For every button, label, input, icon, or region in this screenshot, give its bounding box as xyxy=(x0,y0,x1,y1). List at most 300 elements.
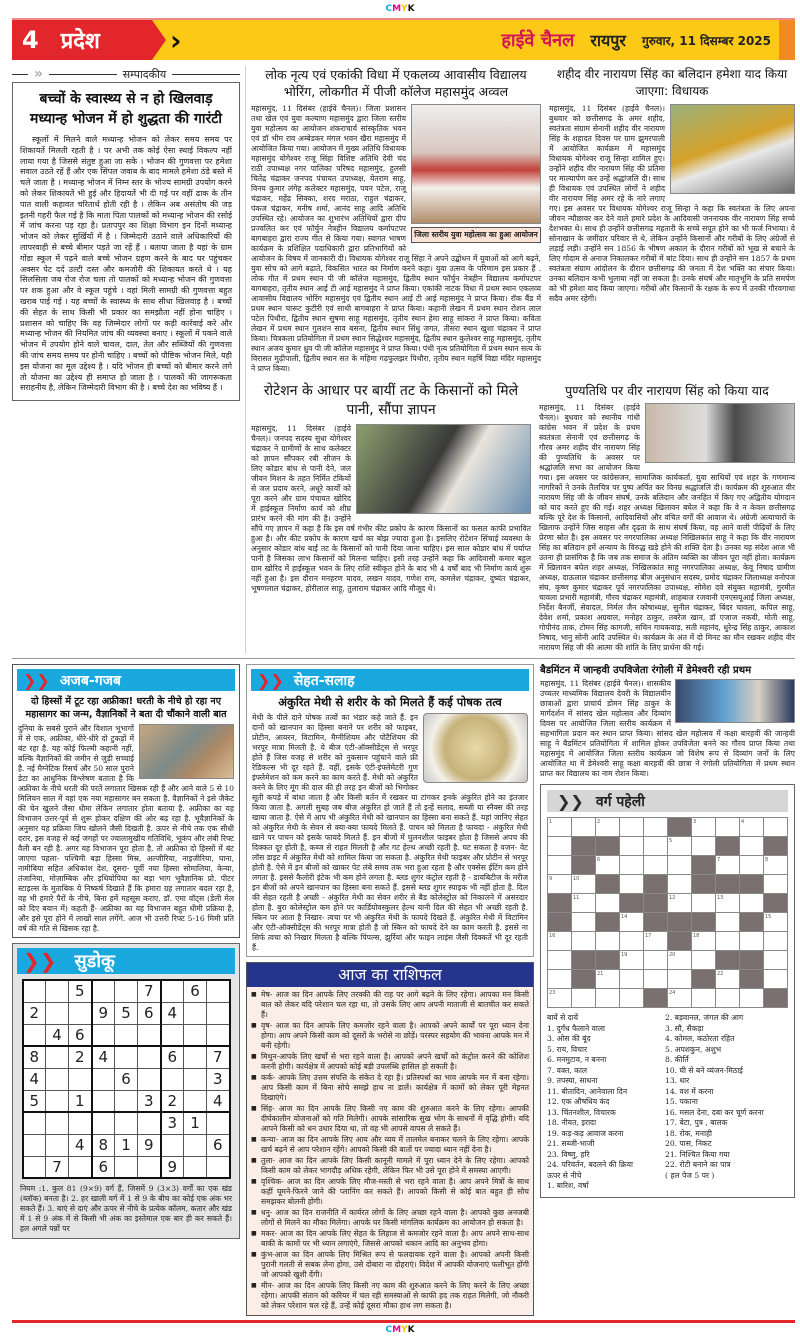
crossword-cell[interactable]: 10 xyxy=(572,875,596,894)
sudoku-cell[interactable] xyxy=(161,980,184,1002)
sudoku-cell[interactable]: 6 xyxy=(161,1046,184,1068)
rashifal-item: ■ कुंभ-आज का दिन आपके लिए मिश्रित रूप से फलदायक रहने वाला है। आपको अपनी किसी पुरानी गलती से सबक लेना होगा, उसे दोबारा ना दोहराएं। विदेश में आपकी योजनाएं फलीभूत होंगी जो आपको खुशी देंगी। xyxy=(251,1250,529,1280)
sudoku-cell[interactable] xyxy=(46,980,69,1002)
crossword-cell[interactable] xyxy=(572,989,596,1008)
crossword-cell[interactable] xyxy=(764,970,788,989)
crossword-cell[interactable] xyxy=(668,856,692,875)
section-title: प्रदेश xyxy=(60,29,100,54)
sudoku-cell[interactable] xyxy=(184,1046,207,1068)
crossword-section xyxy=(540,784,795,1198)
folk-headline: लोक नृत्य एवं एकांकी विधा में एकलव्य आवासीय विद्यालय भोरिंग, लोकगीत में पीजी कॉलेज महासमुंद अव्वल xyxy=(265,67,527,99)
crossword-clue: 4. कोमल, कठोरता रहित xyxy=(665,1034,735,1043)
crossword-clue: 22. रोटी बनाने का पात्र xyxy=(665,1160,731,1169)
crossword-cell[interactable] xyxy=(548,856,572,875)
chevron-icon: ❯❯ xyxy=(557,791,584,811)
sudoku-cell[interactable] xyxy=(46,1002,69,1024)
crossword-clue: 1. बारिश, वर्षा xyxy=(547,1181,589,1190)
crossword-black-cell xyxy=(740,875,764,894)
crossword-cell[interactable]: 7 xyxy=(716,856,740,875)
crossword-clue: 23. विष्णु, हरि xyxy=(547,1149,590,1159)
sudoku-cell[interactable] xyxy=(92,1112,115,1134)
sudoku-grid xyxy=(22,979,231,1179)
crossword-cell[interactable] xyxy=(644,951,668,970)
crossword-cell[interactable] xyxy=(740,989,764,1008)
crossword-clue: 17. बेटा, पुत्र , बालक xyxy=(665,1118,728,1127)
crossword-cell[interactable] xyxy=(668,970,692,989)
crossword-black-cell xyxy=(716,837,740,856)
chevron-icon: ❯❯ xyxy=(23,949,57,973)
header-edge-strip xyxy=(779,20,795,60)
crossword-cell[interactable] xyxy=(620,837,644,856)
crossword-cell[interactable] xyxy=(692,989,716,1008)
crossword-band xyxy=(547,790,788,812)
crossword-cell[interactable]: 12 xyxy=(668,894,692,913)
sudoku-cell[interactable] xyxy=(23,1156,46,1178)
crossword-black-cell xyxy=(716,875,740,894)
rashifal-item: ■ मिथुन-आपके लिए खर्चों से भरा रहने वाला है। आपको अपने खर्चों को कंट्रोल करने की कोशिश करनी होगी। कार्यक्षेत्र में आपको कोई बड़ी उपलब्धि हासिल हो सकती है। xyxy=(251,1052,529,1072)
crossword-black-cell xyxy=(716,951,740,970)
crossword-clue: 6. मनमुटाव, न बनना xyxy=(547,1055,607,1064)
crossword-row xyxy=(548,875,788,894)
edition-date: गुरुवार, 11 दिसम्बर 2025 xyxy=(641,33,771,48)
sprouts-photo xyxy=(423,713,528,783)
sudoku-cell[interactable]: 9 xyxy=(92,1002,115,1024)
cmyk-registration-mark: CMYK xyxy=(385,1325,415,1335)
crossword-black-cell xyxy=(764,894,788,913)
crossword-cell[interactable] xyxy=(596,894,620,913)
sudoku-cell[interactable] xyxy=(23,1024,46,1046)
crossword-cell[interactable] xyxy=(572,913,596,932)
crossword-cell[interactable] xyxy=(764,932,788,951)
sudoku-row xyxy=(23,1068,230,1090)
page-number: 4 xyxy=(22,26,39,54)
editorial-section xyxy=(12,66,240,401)
crossword-grid xyxy=(547,817,788,1008)
crossword-clue: 2. बड़वानल, जंगल की आग xyxy=(665,1013,744,1022)
sudoku-cell[interactable] xyxy=(161,1068,184,1090)
crossword-clue: 20. पास, निकट xyxy=(665,1139,712,1148)
editorial-headline: बच्चों के स्वास्थ्य से न हो खिलवाड़ मध्यान्ह भोजन में हो शुद्धता की गारंटी xyxy=(30,91,222,127)
sudoku-cell[interactable]: 8 xyxy=(23,1046,46,1068)
crossword-cell[interactable]: 14 xyxy=(620,913,644,932)
crossword-cell[interactable] xyxy=(740,837,764,856)
sudoku-cell[interactable] xyxy=(46,1046,69,1068)
crossword-clue: 7. वक्त, काल xyxy=(547,1065,588,1075)
crossword-black-cell xyxy=(764,837,788,856)
crossword-clue: 13. चिंतनशील, विचारक xyxy=(547,1107,616,1117)
crossword-cell[interactable] xyxy=(620,970,644,989)
crossword-cell[interactable] xyxy=(644,818,668,837)
cmyk-registration-mark: CMYK xyxy=(385,4,415,14)
chevron-icon: » xyxy=(34,66,44,82)
crossword-cell[interactable]: 4 xyxy=(740,818,764,837)
crossword-black-cell xyxy=(668,913,692,932)
sudoku-cell[interactable]: 8 xyxy=(92,1134,115,1156)
crossword-cell[interactable]: 16 xyxy=(548,932,572,951)
rotation-body: महासमुंद, 11 दिसंबर (हाईवे चैनल)। जनपद सदस्य सुधा योगेश्वर चंद्राकर ने ग्रामीणों के साथ कलेक्टर को ज्ञापन सौंपकर रबी सीजन के लिए कोडार बांध से पानी देने, जल जीवन मिशन के तहत निर्मित टंकियों से जल प्रदाय करने, अधूरे कार्यों को पूरा करने और ग्राम पंचायत खोरिद में हाईस्कूल निर्माण कार्य को शीघ्र प्रारंभ करने की मांग की है। उन्होंने सौंपे गए ज्ञापन में कहा है कि इस वर्ष गंभीर कीट प्रकोप के कारण किसानों का फसल काफी प्रभावित हुआ है। और कीट प्रकोप के कारण खर्च का बोझ ज्यादा हुआ है। इसलिए रोटेशन सिंचाई व्यवस्था के अनुसार कोडार बांध बाईं तट के किसानों को पानी दिया जाना चाहिए। इस साल कोडार बांध में पर्याप्त पानी है जिसका लाभ किसानों को मिलना चाहिए। इसी तरह उन्होंने कहा कि आदिवासी कमार बहुल ग्राम खोरिद में हाईस्कूल भवन के लिए राशि स्वीकृत होने के बाद भी 4 वर्षों बाद भी निर्माण कार्य शुरू नहीं हुआ है। इस दौरान मनहरण यादव, लखन यादव, गणेश राम, कमलेश चंद्राकर, दुष्यंत चंद्राकर, भूषणलाल चंद्राकर, होरीलाल साहू, तुलाराम चंद्राकर आदि मौजूद थे। xyxy=(251,424,531,593)
crossword-cell[interactable] xyxy=(764,818,788,837)
crossword-cell[interactable] xyxy=(548,837,572,856)
sudoku-cell[interactable]: 3 xyxy=(207,1068,230,1090)
crossword-cell[interactable] xyxy=(716,989,740,1008)
sudoku-cell[interactable] xyxy=(23,980,46,1002)
rotation-photo xyxy=(356,424,531,514)
crossword-clue: 5. अपशकुन, अशुभ xyxy=(665,1044,722,1054)
crossword-cell[interactable]: 21 xyxy=(596,970,620,989)
sudoku-cell[interactable] xyxy=(92,980,115,1002)
crossword-cell[interactable] xyxy=(644,970,668,989)
crossword-black-cell xyxy=(740,970,764,989)
crossword-clue: 21. निश्चित किया गया xyxy=(665,1149,730,1159)
editorial-label: सम्पादकीय xyxy=(122,67,167,81)
crossword-cell[interactable]: 6 xyxy=(596,856,620,875)
edition-city: रायपुर xyxy=(590,31,626,50)
rashifal-section xyxy=(246,962,534,1316)
sudoku-cell[interactable] xyxy=(161,1134,184,1156)
crossword-cell[interactable]: 11 xyxy=(572,894,596,913)
sudoku-cell[interactable] xyxy=(23,1134,46,1156)
crossword-cell[interactable]: 8 xyxy=(764,856,788,875)
crossword-cell[interactable] xyxy=(572,932,596,951)
across-title: बायें से दायें xyxy=(547,1013,579,1022)
crossword-cell[interactable] xyxy=(620,932,644,951)
sudoku-cell[interactable]: 2 xyxy=(161,1090,184,1112)
crossword-clue: 18. नीयत, इरादा xyxy=(547,1118,597,1127)
crossword-row xyxy=(548,894,788,913)
page-header xyxy=(12,18,795,60)
crossword-cell[interactable] xyxy=(692,894,716,913)
crossword-row xyxy=(548,989,788,1008)
header-section-block xyxy=(12,20,152,60)
crossword-black-cell xyxy=(572,837,596,856)
crossword-clue: 9. तपस्या, साधना xyxy=(547,1076,598,1085)
crossword-cell[interactable] xyxy=(596,932,620,951)
sudoku-row xyxy=(23,1046,230,1068)
sudoku-cell[interactable]: 6 xyxy=(92,1156,115,1178)
column-divider xyxy=(245,66,246,653)
sudoku-cell[interactable] xyxy=(207,1112,230,1134)
sehat-band xyxy=(251,669,529,691)
rashifal-item: ■ सिंह- आज का दिन आपके लिए किसी नए काम की शुरुआत करने के लिए रहेगा। आपकी दीर्घकालीन योजनाओं को गति मिलेगी। आपके सांसारिक सुख भोग के साधनों में वृद्धि होगी। यदि आपने किसी को धन उधार दिया था, तो वह भी आपसे वापस ले सकते हैं। xyxy=(251,1104,529,1134)
sudoku-cell[interactable]: 5 xyxy=(115,1002,138,1024)
newspaper-logo: हाईवे चैनल xyxy=(501,30,575,51)
sudoku-cell[interactable] xyxy=(115,1156,138,1178)
sudoku-cell[interactable] xyxy=(115,980,138,1002)
sudoku-cell[interactable] xyxy=(184,1068,207,1090)
sudoku-cell[interactable]: 1 xyxy=(115,1134,138,1156)
rashifal-item: ■ कन्या- आज का दिन आपके लिए आय और व्यय में तालमेल बनाकर चलने के लिए रहेगा। आपके खर्च बढ़ने से आप परेशान रहेंगे। आपको किसी की बातों पर ज्यादा ध्यान नहीं देना है। xyxy=(251,1135,529,1155)
crossword-cell[interactable]: 22 xyxy=(716,970,740,989)
sudoku-cell[interactable] xyxy=(138,1068,161,1090)
crossword-black-cell xyxy=(740,951,764,970)
crossword-clue: 11. बीतादिन, आनेवाला दिन xyxy=(547,1086,628,1096)
sudoku-row xyxy=(23,1134,230,1156)
martyr-photo xyxy=(670,104,795,194)
sudoku-cell[interactable]: 1 xyxy=(69,1090,92,1112)
crossword-cell[interactable]: 19 xyxy=(620,951,644,970)
crossword-clue: 12. एक औषधिय कंद xyxy=(547,1097,610,1106)
sudoku-cell[interactable] xyxy=(184,1002,207,1024)
sudoku-cell[interactable] xyxy=(184,1090,207,1112)
sudoku-cell[interactable] xyxy=(184,1156,207,1178)
crossword-cell[interactable] xyxy=(668,875,692,894)
sudoku-cell[interactable]: 4 xyxy=(46,1024,69,1046)
crossword-clue: 24. परिवर्तन, बदलने की क्रिया xyxy=(547,1160,633,1169)
crossword-black-cell xyxy=(548,913,572,932)
folk-body: जिला स्तरीय युवा महोत्सव का हुआ आयोजन महासमुंद, 11 दिसंबर (हाईवे चैनल)। जिला प्रशासन तथा खेल एवं युवा कल्याण महासमुंद द्वारा जिला स्तरीय युवा महोत्सव का आयोजन शंकराचार्य सांस्कृतिक भवन एवं डॉ भीम राव अम्बेडकर मंगल भवन खैरा महासमुंद में आयोजित किया गया। आयोजन में मुख्य अतिथि विधायक महासमुंद योगेश्वर राजू सिंहा विशिष्ट अतिथि देवी चंद राठी उपाध्यक्ष नगर पालिका परिषद महासमुंद, हुलसी चितेंद्र चंद्राकर जनपद पंचायत उपाध्यक्ष, येतराम साहू, विनय कुमार लंगेह कलेक्टर महासमुंद, पवन पटेल, राजू चंद्राकर, महेंद्र सिक्का, शरद मराठा, राहुल चंद्राकर, पंकज चंद्राकर, मनीष शर्मा, आनंद साहू आदि अतिथि उपस्थित रहे। आयोजन का शुभारंभ अतिथियों द्वारा दीप प्रज्वलित कर एवं फॉर्चुन नेत्रहीन विद्यालय कर्मापटपर बागबाहरा द्वारा राज्य गीत से किया गया। स्वागत भाषण कार्यक्रम के प्रशिक्षित पदाधिकारी द्वारा प्रतिभागियों को आयोजन के विषय में जानकारी दी। विधायक योगेश्वर राजू सिंहा ने अपने उद्बोधन में युवाओं को आगे बढ़ने, युवा सोच को आगे बढ़ाते, विकसित भारत का निर्माण करने कहा। युवा उत्सव के परिणाम इस प्रकार हैं . लोक गीत में प्रथम स्थान पी जी कॉलेज महासमुंद, द्वितीय स्थान फॉर्चुन नेत्रहीन विद्यालय कर्मापटपर बागबाहरा, तृतीय स्थान आई टी आई महासमुंद ने प्राप्त किया। एकांकी नाटक विधा में प्रथम स्थान एकलव्य आवासीय विद्यालय भोरिंग महासमुंद एवं द्वितीय स्थान आई टी आई महासमुंद ने प्राप्त किया। रॉक बैंड में प्रथम स्थान चारूट कुटीरी एवं साथी बागबाहरा ने प्राप्त किया। कहानी लेखन में प्रथम स्थान रोशन लाल पटेल पिथौरा, द्वितीय स्थान सुषमा साहू महासमुंद, तृतीय स्थान हेमा साहू सांकरा ने प्राप्त किया। कविता लेखन में प्रथम स्थान गुलशन साव बसना, द्वितीय स्थान सिंधु जगत, तीसरा स्थान खुशा चंद्राकर ने प्राप्त किया। चित्रकला प्रतियोगिता में प्रथम स्थान सिद्धेश्वर महासमुंद, द्वितीय स्थान कुलेश्वर साहू महासमुंद, तृतीय स्थान अजय कुमार ध्रुव पी जी कॉलेज महासमुंद ने प्राप्त किया। पंथी नृत्य प्रतियोगिता में प्रथम स्थान सत्य के विरासत मुढ़ीपाली, द्वितीय स्थान सत के महिमा गढ़फुलझर पिथौरा, तृतीय स्थान महर्षि विद्या मंदिर महासमुंद ने प्राप्त किया। xyxy=(251,104,541,373)
sudoku-cell[interactable] xyxy=(115,1046,138,1068)
crossword-black-cell xyxy=(692,875,716,894)
sudoku-cell[interactable]: 9 xyxy=(138,1134,161,1156)
rotation-article xyxy=(251,382,531,594)
crossword-clue: 14. वश में करना xyxy=(665,1086,714,1096)
sudoku-cell[interactable] xyxy=(207,1156,230,1178)
crossword-black-cell xyxy=(620,894,644,913)
divider xyxy=(172,74,240,75)
editorial-body: स्कूलों में मिलने वाले मध्यान्ह भोजन को लेकर समय समय पर शिकायतें मिलती रहती है । पर अभी तक कोई ऐसा स्थाई विकल्प नहीं लाया गया है जिससे संतुष्ट हुआ जा सके । भोजन की गुणवत्ता पर हमेशा सवाल उठते रहें हैं और एक सिंपल जवाब के बाद मामले हमेशा ठंडे बस्ते में चले जाता है । मध्यान्ह भोजन में निम्न स्तर के भोज्य सामग्री उपयोग करने को लेकर शिकायतें भी हुई और हिदायतें भी दी गई पर वहीं ढाक के तीन पात वाली कहावत चरितार्थ होती रही है । लेकिन अब असंतोष की जड़ इतनी गहरी फैल गई है कि माता पिता पालकों को मध्यान्ह भोजन की रसोई में जांच करना पड़ रहा है। प्रतापपुर का शिक्षा विभाग इन दिनों मध्यान्ह भोजन को लेकर सुर्खियों में है । जिम्मेदारी उठाने वाले अधिकारियों की लापरवाही से बच्चे बीमार पड़ते जा रहें हैं । बताया जाता है यहां के ग्राम गोंडा स्कूल में पढ़ने वाले बच्चे भोजन ग्रहण करने के बाद घर पहुंचकर अक्सर पेट दर्द उल्टी दस्त और कमजोरी की शिकायत करते थे । यह सिलसिला जब रोज रोज चला तो पालकों को मध्यान्ह भोजन की गुणवत्ता पर शक हुआ और वे स्कूल पहुंचे । वहां मिली सामग्री की गुणवत्ता बहुत खराब पाई गई । यह बच्चों के स्वास्थ्य के साथ सीधा खिलवाड़ है । बच्चों की सेहत के साथ किसी भी प्रकार का समझौता नहीं होना चाहिए । प्रशासन को चाहिए कि वह जिम्मेदार लोगों पर कड़ी कार्रवाई करे और मध्यान्ह भोजन की नियमित जांच की व्यवस्था बनाए । स्कूलों में पकने वाले भोजन में उपयोग होने वाले चावल, दाल, तेल और सब्जियों की गुणवत्ता की जांच समय समय पर होनी चाहिए । बच्चों को पौष्टिक भोजन मिले, यही इस योजना का मूल उद्देश्य है । यदि भोजन ही बच्चों को बीमार करने लगे तो योजना का उद्देश्य ही समाप्त हो जाता है । पालकों की जागरूकता सराहनीय है, लेकिन जिम्मेदारी विभाग की है । बच्चे देश का भविष्य हैं । xyxy=(20,135,232,393)
rashifal-item: ■ कर्क- आपके लिए उत्तम संपत्ति के संकेत दे रहा है। प्रतिस्पर्धा का भाव आपके मन में बना रहेगा। आप किसी काम में बिना सोचे समझे हाथ ना डालें। कार्यक्षेत्र में कामों को लेकर पूरी मेहनत दिखाएंगे। xyxy=(251,1073,529,1103)
sudoku-cell[interactable] xyxy=(115,1112,138,1134)
sudoku-cell[interactable]: 6 xyxy=(138,1002,161,1024)
crossword-black-cell xyxy=(644,894,668,913)
sudoku-cell[interactable] xyxy=(23,1112,46,1134)
divider xyxy=(12,658,795,659)
rashifal-item: ■ मीन- आज का दिन आपके लिए किसी नए काम की शुरुआत करने के लिए करने के लिए अच्छा रहेगा। आपकी संतान को करियर में चल रही समस्याओं से काफी हद तक राहत मिलेगी, जो नौकरी को लेकर परेशान चल रहे हैं, उन्हें कोई दूसरा मौका हाथ लग सकता है। xyxy=(251,1281,529,1311)
sudoku-row xyxy=(23,1112,230,1134)
sudoku-cell[interactable]: 1 xyxy=(184,1112,207,1134)
sudoku-cell[interactable]: 5 xyxy=(23,1090,46,1112)
crossword-black-cell xyxy=(764,989,788,1008)
sudoku-row xyxy=(23,1090,230,1112)
rashifal-list xyxy=(247,987,533,1315)
crossword-cell[interactable] xyxy=(620,989,644,1008)
rashifal-item: ■ मकर- आज का दिन आपके लिए सेहत के लिहाज से कमजोर रहने वाला है। आप अपने साथ-साथ बाकी के कामों पर भी ध्यान लगाएंगे, जिससे आपको थकान आदि का अनुभव होगा। xyxy=(251,1229,529,1249)
sudoku-cell[interactable] xyxy=(46,1068,69,1090)
sudoku-cell[interactable]: 4 xyxy=(69,1134,92,1156)
crossword-cell[interactable]: 13 xyxy=(716,894,740,913)
sudoku-cell[interactable] xyxy=(115,1024,138,1046)
sudoku-cell[interactable]: 4 xyxy=(92,1046,115,1068)
crossword-cell[interactable] xyxy=(620,875,644,894)
crossword-cell[interactable]: 18 xyxy=(692,932,716,951)
sudoku-cell[interactable]: 7 xyxy=(207,1046,230,1068)
ajab-gajab-section xyxy=(12,664,240,938)
crossword-black-cell xyxy=(668,818,692,837)
crossword-clues-right xyxy=(665,1013,788,1192)
crossword-clue: 15. पकाना xyxy=(665,1097,698,1106)
martyr-headline: शहीद वीर नारायण सिंह का बलिदान हमेशा याद किया जाएगा: विधायक xyxy=(556,67,788,98)
sudoku-cell[interactable]: 6 xyxy=(69,1024,92,1046)
sudoku-row xyxy=(23,1002,230,1024)
crossword-clue: 3. ओस की बूंद xyxy=(547,1034,591,1043)
sudoku-cell[interactable] xyxy=(46,1134,69,1156)
ajab-gajab-headline: दो हिस्सों में टूट रहा अफ्रीका! धरती के नीचे हो रहा नए महासागर का जन्म, वैज्ञानिकों ने बता दी चौंकाने वाली बात xyxy=(25,696,227,720)
sudoku-cell[interactable] xyxy=(184,1024,207,1046)
crossword-cell[interactable] xyxy=(644,837,668,856)
crossword-black-cell xyxy=(596,837,620,856)
sehat-label: सेहत-सलाह xyxy=(293,672,355,689)
crossword-black-cell xyxy=(644,913,668,932)
crossword-cell[interactable] xyxy=(692,951,716,970)
rashifal-item: ■ मेष- आज का दिन आपके लिए तरक्की की राह पर आगे बढ़ने के लिए रहेगा। आपका मन किसी बात को लेकर यदि परेशान चल रहा था, तो उसके लिए आप अपनी माताजी से बातचीत कर सकते हैं। xyxy=(251,990,529,1020)
crossword-clue: 13. धार xyxy=(665,1076,690,1085)
sudoku-cell[interactable] xyxy=(92,1068,115,1090)
sudoku-cell[interactable]: 9 xyxy=(161,1156,184,1178)
crossword-cell[interactable] xyxy=(548,951,572,970)
sudoku-cell[interactable] xyxy=(92,1024,115,1046)
crossword-black-cell xyxy=(572,970,596,989)
sudoku-cell[interactable]: 2 xyxy=(69,1046,92,1068)
crossword-black-cell xyxy=(692,913,716,932)
badminton-article xyxy=(540,664,795,779)
crossword-cell[interactable] xyxy=(740,932,764,951)
crossword-clues-left xyxy=(547,1013,659,1192)
crossword-cell[interactable]: 17 xyxy=(644,932,668,951)
divider xyxy=(12,74,28,75)
tribute-headline: पुण्यतिथि पर वीर नारायण सिंह को किया याद xyxy=(565,383,769,398)
rashifal-title: आज का राशिफल xyxy=(247,963,533,987)
ajab-gajab-band xyxy=(17,669,235,691)
sudoku-section xyxy=(12,943,240,1239)
crossword-cell[interactable] xyxy=(716,818,740,837)
crossword-cell[interactable]: 3 xyxy=(692,818,716,837)
crossword-clue: 18. रोक, मनाही xyxy=(665,1128,712,1138)
sudoku-cell[interactable] xyxy=(46,1112,69,1134)
crossword-black-cell xyxy=(572,856,596,875)
crossword-cell[interactable] xyxy=(548,970,572,989)
sudoku-cell[interactable] xyxy=(69,1068,92,1090)
sehat-section xyxy=(246,664,534,957)
crossword-cell[interactable] xyxy=(716,932,740,951)
sudoku-cell[interactable] xyxy=(207,1002,230,1024)
crossword-cell[interactable] xyxy=(692,837,716,856)
crossword-cell[interactable]: 2 xyxy=(596,818,620,837)
folk-article xyxy=(251,66,541,374)
crossword-solution-note: ( हल पेज 5 पर ) xyxy=(665,1170,715,1180)
badminton-photo xyxy=(675,679,795,723)
crossword-cell[interactable]: 1 xyxy=(548,818,572,837)
crossword-clue: 1. दुर्गंध फैलाने वाला xyxy=(547,1023,605,1033)
sudoku-cell[interactable] xyxy=(69,1112,92,1134)
chevron-icon: ❯❯ xyxy=(23,670,50,690)
crossword-cell[interactable] xyxy=(764,875,788,894)
sudoku-cell[interactable] xyxy=(138,1046,161,1068)
sudoku-label: सुडोकू xyxy=(74,951,115,972)
sudoku-cell[interactable]: 4 xyxy=(23,1068,46,1090)
crossword-cell[interactable] xyxy=(740,856,764,875)
sudoku-cell[interactable] xyxy=(69,1156,92,1178)
crossword-black-cell xyxy=(596,951,620,970)
crossword-cell[interactable] xyxy=(620,818,644,837)
crossword-cell[interactable] xyxy=(572,818,596,837)
sudoku-cell[interactable]: 6 xyxy=(184,980,207,1002)
crossword-cell[interactable] xyxy=(764,951,788,970)
sudoku-cell[interactable] xyxy=(207,980,230,1002)
sudoku-cell[interactable] xyxy=(161,1024,184,1046)
down-title: ऊपर से नीचे xyxy=(547,1170,582,1180)
crossword-clue: 16. मसल देना, दबा कर चूर्ण करना xyxy=(665,1107,764,1117)
sudoku-cell[interactable] xyxy=(207,1024,230,1046)
sudoku-cell[interactable]: 5 xyxy=(69,980,92,1002)
tribute-body: महासमुंद, 11 दिसंबर (हाईवे चैनल)। बुधवार को स्थानीय गांधी कांग्रेस भवन में प्रदेश के प्रथम स्वतंत्रता सेनानी एवं छत्तीसगढ़ के गौरव अमर शहीद वीर नारायण सिंह की पुण्यतिथि के अवसर पर श्रद्धांजलि सभा का आयोजन किया गया। इस अवसर पर कांग्रेसजन, सामाजिक कार्यकर्ता, युवा साथियों एवं शहर के गणमान्य नागरिकों ने उनके तैलचित्र पर पुष्प अर्पित कर विनम्र श्रद्धांजलि दी। कार्यक्रम की शुरुआत वीर नारायण सिंह जी के जीवन संघर्ष, उनके बलिदान और जनहित में किए गए अद्वितीय योगदान को याद करते हुए की गई। शहर अध्यक्ष खिलावन बघेल ने कहा कि वे न केवल छत्तीसगढ़ बल्कि पूरे देश के किसानों, आदिवासियों और वंचित वर्गों की आवाज थे। अंग्रेजी अत्याचारों के खिलाफ उन्होंने जिस साहस और दृढ़ता के साथ संघर्ष किया, वह आने वाली पीढ़ियों के लिए प्रेरणा स्रोत है। इस अवसर पर नगरपालिका अध्यक्ष निखिलकांत साहू ने कहा कि वीर नारायण सिंह का बलिदान हमें अन्याय के विरुद्ध खड़े होने की शक्ति देता है। उनका यह संदेश आज भी उतना ही प्रासंगिक है कि जब तक समाज के अंतिम व्यक्ति का जीवन पूरा नहीं होता। कार्यक्रम में खिलावन बघेल शहर अध्यक्ष, निखिलकांत साहू नगरपालिका अध्यक्ष, केवू निषाद ग्रामीण अध्यक्ष, दाऊलाल चंद्राकर छत्तीसगढ़ बीज अनुसंधान सदस्य, प्रमोद चंद्राकर जिलाध्यक्ष वनोपज संघ, कृष्ण कुमार चंद्राकर पूर्व नगरपालिका उपाध्यक्ष, सोमेश दवे संयुक्त महामंत्री, गुरमीत चावला प्रभारी महामंत्री, गौरव चंद्राकर महामंत्री, शाहबाज रजवानी एनएसयूआई जिला अध्यक्ष, निर्देश बैनर्जी, सेवादल, निर्मल जैन कोषाध्यक्ष, सुनील चंद्राकर, बिंदर चावला, कपिल साहू, देवेश शर्मा, प्रकाश अग्रवाल, मनोहर ठाकुर, तबरेज खान, डॉ एजाज नकवी, मोती साहू, गोपीनंद ताक, टोमन सिंह कागजी, सचिन गायकवाड़, सती महानंद, धुरेन्द्र सिंह ठाकुर, आकाश निषाद, भानु सोनी आदि उपस्थित थे। कार्यक्रम के अंत में दो मिनट का मौन रखकर शहीद वीर नारायण सिंह जी की आत्मा की शांति के लिए प्रार्थना की गई। xyxy=(539,403,795,652)
chevron-icon: ❯❯ xyxy=(257,670,284,690)
sudoku-cell[interactable] xyxy=(184,1134,207,1156)
ajab-gajab-label: अजब-गजब xyxy=(59,672,121,689)
ajab-gajab-body: दुनिया के सबसे पुराने और विशाल भूभागों में से एक, अफ्रीका, धीरे-धीरे दो टुकड़ों में बंट रहा है. यह कोई फिल्मी कहानी नहीं, बल्कि वैज्ञानिकों की जमीन से जुड़ी सच्चाई है. नई मैग्नेटिक रिसर्च और 50 साल पुराने डेटा का आधुनिक विश्लेषण बताता है कि अफ्रीका के नीचे धरती की परतें लगातार खिसक रही हैं और आने वाले 5 से 10 मिलियन साल में वहां एक नया महासागर बन सकता है. वैज्ञानिकों ने इसे जैकेट की चेन खुलने जैसा धीमा लेकिन लगातार होता बताया है. अफ्रीका का यह विभाजन उत्तर-पूर्व से शुरू होकर दक्षिण की ओर बढ़ रहा है. भूवैज्ञानिकों के अनुसार यह प्रक्रिया जिप खोलने जैसी दिखती है. ऊपर से नीचे तक एक सीधी दरार, इस वजह से कई जगहों पर ज्वालामुखीय गतिविधि, भूकंप और लंबी रिफ्ट वैली बन रही है. अगर यह विभाजन पूरा होता है, तो अफ्रीका दो हिस्सों में बंट जाएगा पहला- पश्चिमी बड़ा हिस्सा मिस्र, अल्जीरिया, नाइजीरिया, घाना, नामीबिया सहित अधिकांश देश, दूसरा- पूर्वी नया हिस्सा सोमालिया, केन्या, तंजानिया, मोज़ाम्बिक और इथियोपिया का बड़ा भाग भूवैज्ञानिक प्रो. पीटर स्टाइल्स के मुताबिक ये निष्कर्ष दिखाते हैं कि हमारा ग्रह लगातार बदल रहा है, वह भी हमारे पैरों के नीचे, बिना हमें महसूस कराए. डॉ. एमा वॉट्स (डेली मेल को दिए बयान में) कहती हैं- अफ्रीका का यह विभाजन बहुत धीमी प्रक्रिया है, और इसे पूरा होने में लाखों साल लगेंगे. आज भी उत्तरी रिफ्ट 5-16 मिमी प्रति वर्ष की गति से खिसक रहा है. xyxy=(18,724,234,933)
sudoku-cell[interactable]: 6 xyxy=(115,1068,138,1090)
sudoku-cell[interactable] xyxy=(46,1090,69,1112)
sudoku-cell[interactable] xyxy=(138,1024,161,1046)
crossword-cell[interactable] xyxy=(740,894,764,913)
crossword-clue: 19. कड़-कड़ आवाज करना xyxy=(547,1128,624,1138)
sudoku-cell[interactable]: 3 xyxy=(138,1090,161,1112)
crossword-cell[interactable] xyxy=(596,989,620,1008)
sudoku-solution-note: हल अगले पन्नों पर xyxy=(20,1224,70,1233)
badminton-headline: बैडमिंटन में जान्हवी उपविजेता रंगोली में डेमेश्वरी रही प्रथम xyxy=(540,665,752,676)
crossword-black-cell xyxy=(692,970,716,989)
crossword-clue: 8. कीर्ति xyxy=(665,1055,689,1064)
sudoku-cell[interactable]: 3 xyxy=(161,1112,184,1134)
sudoku-row xyxy=(23,1024,230,1046)
crossword-black-cell xyxy=(692,856,716,875)
sudoku-cell[interactable]: 4 xyxy=(161,1002,184,1024)
martyr-body: महासमुंद, 11 दिसंबर (हाईवे चैनल)। बुधवार को छत्तीसगढ़ के अमर शहीद, स्वतंत्रता संग्राम सेनानी शहीद वीर नारायण सिंह के शहादत दिवस पर ग्राम झुमरपाली में आयोजित कार्यक्रम में महासमुंद विधायक योगेश्वर राजू सिन्हा शामिल हुए। उन्होंने शहीद वीर नारायण सिंह की प्रतिमा पर माल्यार्पण कर उन्हें श्रद्धांजलि दी। साथ ही विधायक एवं उपस्थित लोगों ने शहीद वीर नारायण सिंह अमर रहे के नारे लगाए गए। इस अवसर पर विधायक योगेश्वर राजू सिन्हा ने कहा कि स्वतंत्रता के लिए अपना जीवन न्यौछावर कर देने वाले हमारे प्रदेश के आदिवासी जननायक वीर नारायण सिंह सच्चे देशभक्त थे। साथ ही उन्होंने छत्तीसगढ़ महतारी के सच्चे सपूत होने का भी फर्ज निभाया। वे सोनाखान के जमींदार परिवार से थे, लेकिन उन्होंने किसानों और गरीबों के लिए अंग्रेजों से लड़ाई लड़ी। उन्होंने सन 1856 के भीषण अकाल के दौरान गरीबों को भूख से बचाने के लिए गोदाम से अनाज निकालकर गरीबों में बांट दिया। साथ ही उन्होंने सन 1857 के प्रथम स्वतंत्रता संग्राम आंदोलन के दौरान छत्तीसगढ़ की जनता में देश भक्ति का संचार किया। उनका बलिदान कभी भुलाया नहीं जा सकता है। उनके संघर्ष और मातृभूमि के प्रति समर्पण को भी हमेशा याद किया जाएगा। गरीबों और किसानों के रक्षक के रूप में उनकी गौरवगाथा सदैव अमर रहेगी। xyxy=(549,104,795,303)
crossword-cell[interactable]: 23 xyxy=(548,989,572,1008)
crossword-cell[interactable]: 24 xyxy=(668,989,692,1008)
crossword-cell[interactable]: 9 xyxy=(548,875,572,894)
crossword-cell[interactable] xyxy=(644,856,668,875)
sudoku-cell[interactable] xyxy=(138,1156,161,1178)
sudoku-row xyxy=(23,1156,230,1178)
crossword-row xyxy=(548,913,788,932)
sudoku-cell[interactable] xyxy=(138,1112,161,1134)
sudoku-cell[interactable] xyxy=(92,1090,115,1112)
crossword-black-cell xyxy=(740,913,764,932)
tribute-photo xyxy=(645,403,795,463)
sudoku-cell[interactable]: 2 xyxy=(23,1002,46,1024)
chevron-icon: › xyxy=(170,23,182,57)
crossword-cell[interactable] xyxy=(716,913,740,932)
folk-photo xyxy=(411,104,541,224)
crossword-cell[interactable]: 5 xyxy=(668,837,692,856)
crossword-cell[interactable]: 15 xyxy=(764,913,788,932)
sudoku-cell[interactable]: 7 xyxy=(46,1156,69,1178)
sudoku-cell[interactable]: 7 xyxy=(138,980,161,1002)
sudoku-cell[interactable]: 4 xyxy=(207,1090,230,1112)
rashifal-item: ■ वृश्चिक- आज का दिन आपके लिए मौज-मस्ती से भरा रहने वाला है। आप अपने मित्रों के साथ कहीं घूमने-फिरने जाने की प्लानिंग कर सकते हैं। आपको किसी से कोई बात बहुत ही सोच समझकर बोलनी होगी। xyxy=(251,1177,529,1207)
crossword-clue: 21. सब्जी-भाजी xyxy=(547,1139,595,1148)
crossword-row xyxy=(548,951,788,970)
crossword-row xyxy=(548,818,788,837)
crossword-row xyxy=(548,970,788,989)
sudoku-row xyxy=(23,980,230,1002)
sudoku-cell[interactable] xyxy=(69,1002,92,1024)
crossword-black-cell xyxy=(596,913,620,932)
rashifal-item: ■ तुला- आज का दिन आपके लिए किसी कानूनी मामले में पूरा ध्यान देने के लिए रहेगा। आपको किसी काम को लेकर भागदौड़ अधिक रहेगी, लेकिन फिर भी उसे पूरा होने में समस्या आएगी। xyxy=(251,1156,529,1176)
crossword-clue: 10. घी से बने व्यंजन-मिठाई xyxy=(665,1065,743,1075)
crossword-cell[interactable] xyxy=(620,856,644,875)
divider xyxy=(49,74,117,75)
crossword-row xyxy=(548,856,788,875)
crossword-cell[interactable]: 20 xyxy=(668,951,692,970)
sehat-headline: अंकुरित मेथी से शरीर के को मिलते हैं कई पोषक तत्व xyxy=(278,695,502,709)
rashifal-item: ■ धनु- आज का दिन राजनीति में कार्यरत लोगों के लिए अच्छा रहने वाला है। आपको कुछ अनजबी लोगों से मिलने का मौका मिलेगा। आपके घर किसी मांगलिक कार्यक्रम का आयोजन हो सकता है। xyxy=(251,1208,529,1228)
sudoku-cell[interactable]: 6 xyxy=(207,1134,230,1156)
sudoku-cell[interactable] xyxy=(115,1090,138,1112)
crossword-black-cell xyxy=(644,989,668,1008)
crossword-row xyxy=(548,932,788,951)
crossword-black-cell xyxy=(644,875,668,894)
